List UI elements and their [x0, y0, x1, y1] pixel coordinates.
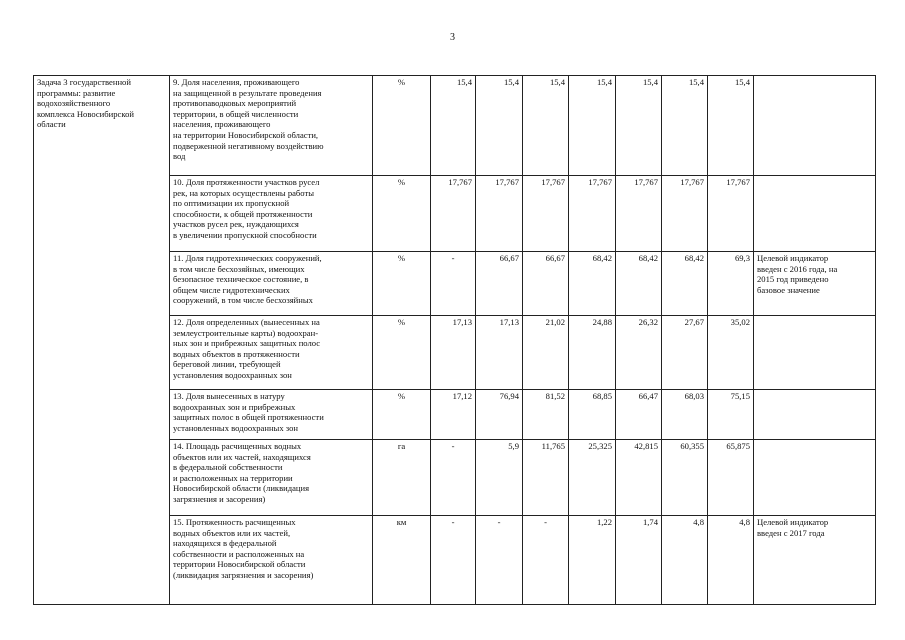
value-cell: 66,47: [616, 390, 662, 440]
value-cell: 66,67: [476, 252, 523, 316]
value-cell: 17,13: [476, 316, 523, 390]
unit-cell: %: [373, 176, 431, 252]
value-cell: 11,765: [523, 440, 569, 516]
value-cell: -: [523, 516, 569, 605]
value-cell: 27,67: [662, 316, 708, 390]
value-cell: -: [431, 440, 476, 516]
indicator-name-cell: 13. Доля вынесенных в натуру водоохранных зон и прибрежных защитных полос в общей протяженности установленных водоохранных зон: [170, 390, 373, 440]
value-cell: 35,02: [708, 316, 754, 390]
value-cell: 15,4: [431, 76, 476, 176]
value-cell: 68,42: [662, 252, 708, 316]
unit-cell: га: [373, 440, 431, 516]
task-cell: Задача 3 государственной программы: развитие водохозяйственного комплекса Новосибирской области: [34, 76, 170, 605]
value-cell: 24,88: [569, 316, 616, 390]
value-cell: 26,32: [616, 316, 662, 390]
value-cell: 15,4: [569, 76, 616, 176]
value-cell: 65,875: [708, 440, 754, 516]
value-cell: 68,03: [662, 390, 708, 440]
value-cell: 68,42: [616, 252, 662, 316]
value-cell: 25,325: [569, 440, 616, 516]
value-cell: 66,67: [523, 252, 569, 316]
value-cell: 1,22: [569, 516, 616, 605]
note-cell: [754, 76, 876, 176]
indicator-name-cell: 14. Площадь расчищенных водных объектов или их частей, находящихся в федеральной собственности и расположенных на территории Новосибирской области (ликвидация загрязнения и засорения): [170, 440, 373, 516]
unit-cell: км: [373, 516, 431, 605]
indicators-table: [33, 75, 876, 605]
note-cell: [754, 176, 876, 252]
unit-cell: %: [373, 390, 431, 440]
value-cell: 17,13: [431, 316, 476, 390]
value-cell: 75,15: [708, 390, 754, 440]
indicator-name-cell: 15. Протяженность расчищенных водных объектов или их частей, находящихся в федеральной собственности и расположенных на территории Новосибирской области (ликвидация загрязнения и засорения): [170, 516, 373, 605]
value-cell: 42,815: [616, 440, 662, 516]
value-cell: -: [476, 516, 523, 605]
value-cell: 1,74: [616, 516, 662, 605]
note-cell: Целевой индикатор введен с 2016 года, на 2015 год приведено базовое значение: [754, 252, 876, 316]
value-cell: -: [431, 516, 476, 605]
indicator-name-cell: 11. Доля гидротехнических сооружений, в том числе бесхозяйных, имеющих безопасное техническое состояние, в общем числе гидротехнических сооружений, в том числе бесхозяйных: [170, 252, 373, 316]
value-cell: 68,85: [569, 390, 616, 440]
note-cell: Целевой индикатор введен с 2017 года: [754, 516, 876, 605]
note-cell: [754, 316, 876, 390]
note-cell: [754, 440, 876, 516]
value-cell: 17,12: [431, 390, 476, 440]
unit-cell: %: [373, 252, 431, 316]
unit-cell: %: [373, 316, 431, 390]
value-cell: 5,9: [476, 440, 523, 516]
table-row: [34, 76, 876, 176]
value-cell: 17,767: [476, 176, 523, 252]
value-cell: 4,8: [708, 516, 754, 605]
note-cell: [754, 390, 876, 440]
indicator-name-cell: 10. Доля протяженности участков русел рек, на которых осуществлены работы по оптимизации их пропускной способности, к общей протяженности участков русел рек, нуждающихся в увеличении пропускной способности: [170, 176, 373, 252]
value-cell: -: [431, 252, 476, 316]
indicator-name-cell: 9. Доля населения, проживающего на защищенной в результате проведения противопаводковых мероприятий территории, в общей численности населения, проживающего на территории Новосибирской области, подверженной негативному воздействию вод: [170, 76, 373, 176]
value-cell: 17,767: [431, 176, 476, 252]
value-cell: 17,767: [708, 176, 754, 252]
value-cell: 4,8: [662, 516, 708, 605]
value-cell: 60,355: [662, 440, 708, 516]
unit-cell: %: [373, 76, 431, 176]
value-cell: 69,3: [708, 252, 754, 316]
value-cell: 15,4: [662, 76, 708, 176]
value-cell: 21,02: [523, 316, 569, 390]
page-number: 3: [450, 32, 455, 43]
value-cell: 15,4: [616, 76, 662, 176]
indicator-name-cell: 12. Доля определенных (вынесенных на землеустроительные карты) водоохран- ных зон и прибрежных защитных полос водных объектов в протяженности береговой линии, требующей установления водоохранных зон: [170, 316, 373, 390]
value-cell: 15,4: [708, 76, 754, 176]
value-cell: 17,767: [616, 176, 662, 252]
value-cell: 76,94: [476, 390, 523, 440]
value-cell: 17,767: [662, 176, 708, 252]
value-cell: 15,4: [523, 76, 569, 176]
value-cell: 17,767: [523, 176, 569, 252]
value-cell: 81,52: [523, 390, 569, 440]
value-cell: 17,767: [569, 176, 616, 252]
value-cell: 68,42: [569, 252, 616, 316]
value-cell: 15,4: [476, 76, 523, 176]
